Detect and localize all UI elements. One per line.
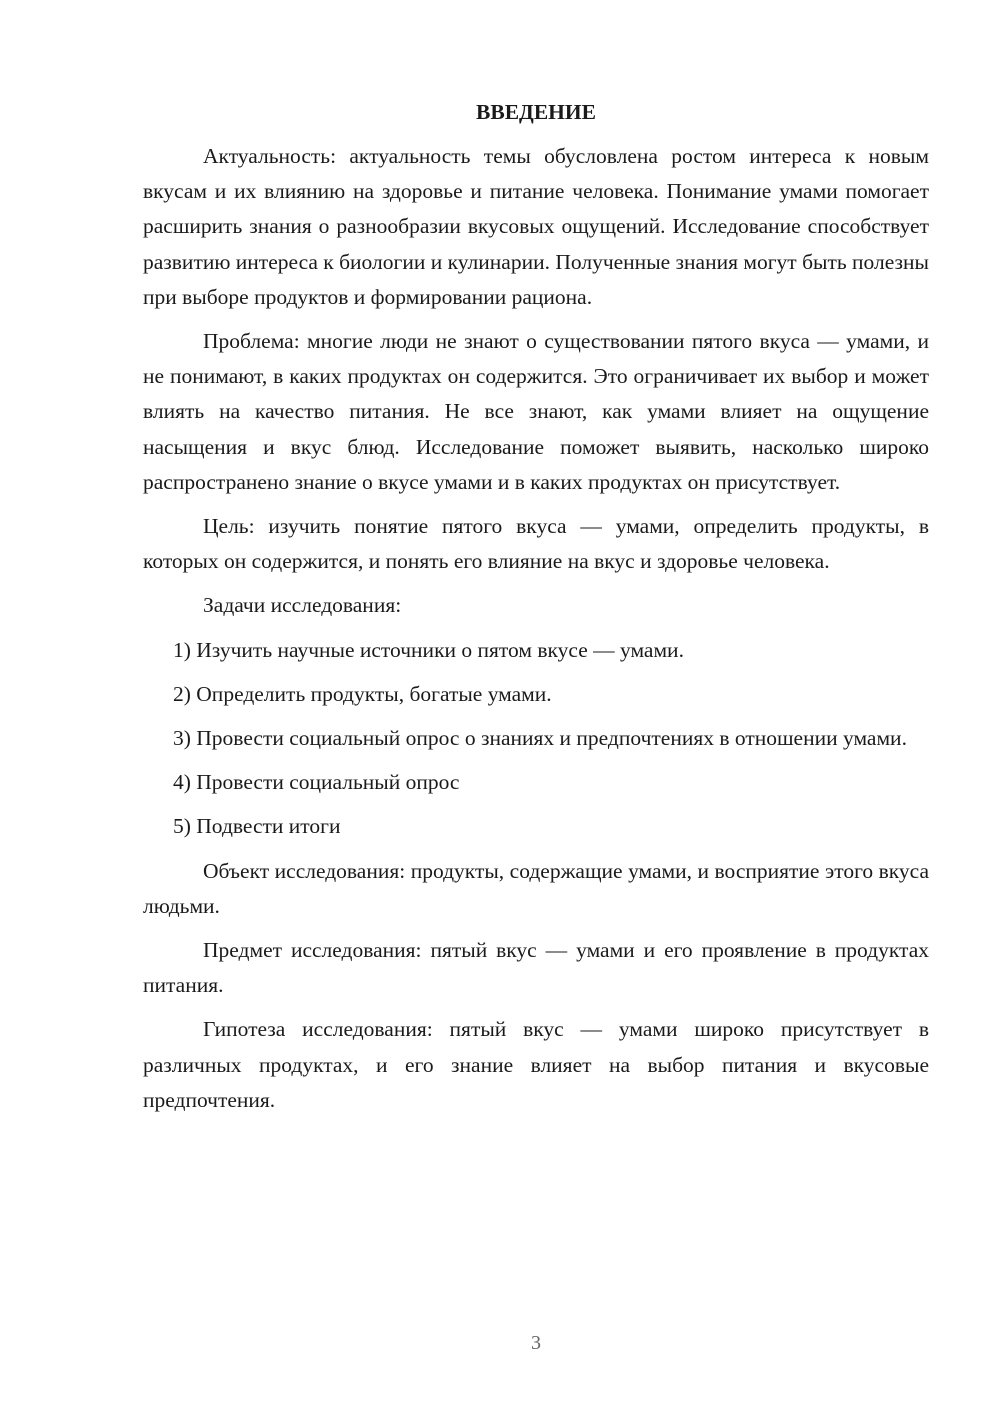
goal-paragraph: Цель: изучить понятие пятого вкуса — умами, определить продукты, в которых он содержится, и понять его влияние на вкус и здоровье человека. bbox=[143, 514, 929, 574]
task-item: 2) Определить продукты, богатые умами. bbox=[173, 681, 552, 706]
task-item: 5) Подвести итоги bbox=[173, 814, 341, 839]
page-number: 3 bbox=[531, 1332, 541, 1354]
document-page bbox=[143, 94, 929, 1127]
problem-paragraph: Проблема: многие люди не знают о существовании пятого вкуса — умами, и не понимают, в каких продуктах он содержится. Это ограничивает их выбор и может влиять на качество питания. Не все знают, как умами влияет на ощущение насыщения и вкус блюд. Исследование поможет выявить, насколько широко распространено знание о вкусе умами и в каких продуктах он присутствует. bbox=[143, 329, 929, 494]
task-item: 1) Изучить научные источники о пятом вкусе — умами. bbox=[173, 637, 684, 662]
tasks-heading: Задачи исследования: bbox=[203, 593, 402, 618]
task-item: 4) Провести социальный опрос bbox=[173, 770, 460, 795]
subject-paragraph: Предмет исследования: пятый вкус — умами и его проявление в продуктах питания. bbox=[143, 938, 929, 998]
hypothesis-paragraph: Гипотеза исследования: пятый вкус — умами широко присутствует в различных продуктах, и его знание влияет на выбор питания и вкусовые предпочтения. bbox=[143, 1017, 929, 1112]
object-paragraph: Объект исследования: продукты, содержащие умами, и восприятие этого вкуса людьми. bbox=[143, 858, 929, 918]
tasks-list bbox=[143, 633, 929, 845]
task-item: 3) Провести социальный опрос о знаниях и предпочтениях в отношении умами. bbox=[173, 726, 907, 751]
section-title: ВВЕДЕНИЕ bbox=[476, 100, 596, 124]
relevance-paragraph: Актуальность: актуальность темы обусловлена ростом интереса к новым вкусам и их влиянию на здоровье и питание человека. Понимание умами помогает расширить знания о разнообразии вкусовых ощущений. Исследование способствует развитию интереса к биологии и кулинарии. Полученные знания могут быть полезны при выборе продуктов и формировании рациона. bbox=[143, 144, 929, 309]
